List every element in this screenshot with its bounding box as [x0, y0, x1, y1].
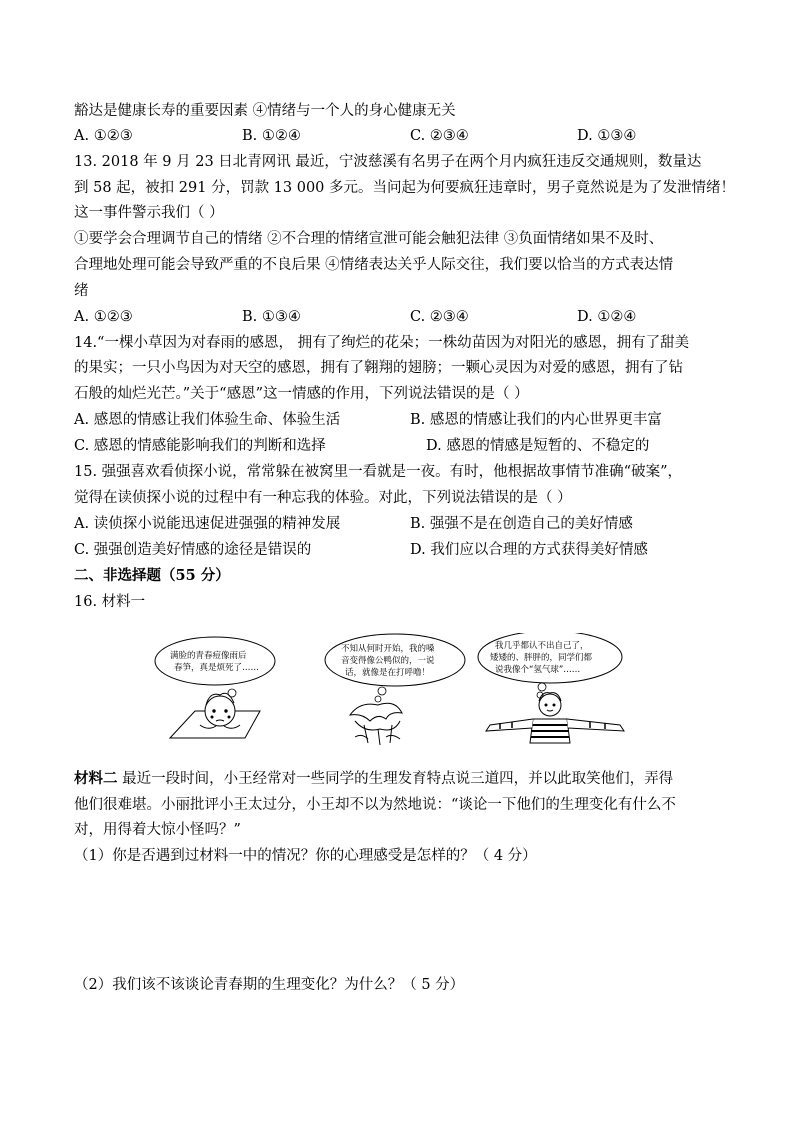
- q13-line-6: 绪: [74, 283, 89, 299]
- bubble3-line1: 我几乎都认不出自己了，: [495, 641, 589, 651]
- material-2-line-3: 对，用得着大惊小怪吗？”: [74, 822, 241, 838]
- q12-option-d[interactable]: D. ①③④: [577, 128, 637, 144]
- material-2-line-2: 他们很难堪。小丽批评小王太过分，小王却不以为然地说：“谈论一下他们的生理变化有什么不: [74, 797, 676, 813]
- bubble3-line3: 说我像个“氢气球”……: [495, 665, 581, 675]
- q14-options-row-2: [74, 436, 734, 456]
- q13-line-3: 这一事件警示我们（ ）: [74, 205, 224, 221]
- q15-option-b[interactable]: B. 强强不是在创造自己的美好情感: [410, 516, 633, 532]
- q14-option-b[interactable]: B. 感恩的情感让我们的内心世界更丰富: [410, 412, 662, 428]
- q13-option-b[interactable]: B. ①③④: [242, 309, 301, 325]
- material-2-text-1: 最近一段时间，小王经常对一些同学的生理发育特点说三道四，并以此取笑他们，弄得: [117, 771, 674, 787]
- speech-bubble-1: [155, 637, 275, 705]
- q15-option-d[interactable]: D. 我们应以合理的方式获得美好情感: [410, 542, 648, 558]
- bubble2-line2: 音变得像公鸭似的，一说: [341, 656, 435, 666]
- material-2-line-1: [74, 769, 673, 789]
- section-heading: 二、非选择题（55 分）: [74, 567, 230, 584]
- bubble3-line2: 矮矮的、胖胖的，同学们都: [490, 653, 593, 663]
- q12-option-a[interactable]: A. ①②③: [74, 128, 133, 144]
- bubble2-line3: 话，就像是在打呼噜！: [345, 668, 431, 678]
- q12-option-b[interactable]: B. ①②④: [242, 128, 301, 144]
- q15-line-1: 15. 强强喜欢看侦探小说，常常躲在被窝里一看就是一夜。有时，他根据故事情节准确“破案”，: [74, 464, 682, 480]
- boy-changing-voice-drawing: [350, 703, 402, 745]
- speech-bubble-3: [478, 633, 622, 698]
- q13-options: [74, 307, 734, 327]
- q15-options-row-1: [74, 514, 734, 534]
- q15-line-2: 觉得在读侦探小说的过程中有一种忘我的体验。对此，下列说法错误的是（ ）: [74, 490, 572, 506]
- bubble2-line1: 不知从何时开始，我的嗓: [341, 644, 435, 654]
- cartoon-illustration: [150, 633, 650, 748]
- q13-line-5: 合理地处理可能会导致严重的不良后果 ④情绪表达关乎人际交往，我们要以恰当的方式表达情: [74, 257, 674, 273]
- q15-options-row-2: [74, 540, 734, 560]
- speech-bubble-2: [325, 634, 465, 702]
- q13-option-c[interactable]: C. ②③④: [410, 309, 469, 325]
- q15-option-c[interactable]: C. 强强创造美好情感的途径是错误的: [74, 542, 312, 558]
- cartoon-figure: [150, 633, 650, 748]
- sub-question-1: （1）你是否遇到过材料一中的情况？你的心理感受是怎样的？（ 4 分）: [74, 848, 537, 864]
- q13-line-2: 到 58 起，被扣 291 分，罚款 13 000 多元。当问起为何要疯狂违章时，男子竟然说是为了发泄情绪！: [74, 180, 736, 196]
- q13-option-a[interactable]: A. ①②③: [74, 309, 133, 325]
- q12-option-c[interactable]: C. ②③④: [410, 128, 469, 144]
- q15-option-a[interactable]: A. 读侦探小说能迅速促进强强的精神发展: [74, 516, 341, 532]
- sub-question-2: （2）我们该不该谈论青春期的生理变化？为什么？（ 5 分）: [74, 977, 465, 993]
- q14-option-d[interactable]: D. 感恩的情感是短暂的、不稳定的: [426, 438, 650, 454]
- material-2-label: 材料二: [74, 770, 118, 787]
- bubble1-line1: 满脸的青春痘像雨后: [170, 651, 247, 661]
- q16-heading: 16. 材料一: [74, 594, 146, 610]
- q12-options: [74, 126, 734, 146]
- q14-option-a[interactable]: A. 感恩的情感让我们体验生命、体验生活: [74, 412, 341, 428]
- q13-line-1: 13. 2018 年 9 月 23 日北青网讯 最近，宁波慈溪有名男子在两个月内疯狂违反交通规则，数量达: [74, 154, 702, 170]
- q14-line-2: 的果实；一只小鸟因为对天空的感恩，拥有了翱翔的翅膀；一颗心灵因为对爱的感恩，拥有了钻: [74, 360, 683, 376]
- q13-line-4: ①要学会合理调节自己的情绪 ②不合理的情绪宣泄可能会触犯法律 ③负面情绪如果不及时、: [74, 231, 664, 247]
- chubby-girl-drawing: [486, 693, 624, 743]
- q14-line-3: 石般的灿烂光芒。”关于“感恩”这一情感的作用，下列说法错误的是（ ）: [74, 386, 529, 402]
- q12-statement-tail: 豁达是健康长寿的重要因素 ④情绪与一个人的身心健康无关: [74, 103, 456, 119]
- q14-line-1: 14.“一棵小草因为对春雨的感恩， 拥有了绚烂的花朵；一株幼苗因为对阳光的感恩，拥有了甜美: [74, 335, 690, 351]
- q14-options-row-1: [74, 410, 734, 430]
- boy-with-acne-drawing: [170, 693, 260, 738]
- bubble1-line2: 春笋，真是烦死了……: [174, 663, 260, 673]
- q14-option-c[interactable]: C. 感恩的情感能影响我们的判断和选择: [74, 438, 326, 454]
- q13-option-d[interactable]: D. ①②④: [577, 309, 637, 325]
